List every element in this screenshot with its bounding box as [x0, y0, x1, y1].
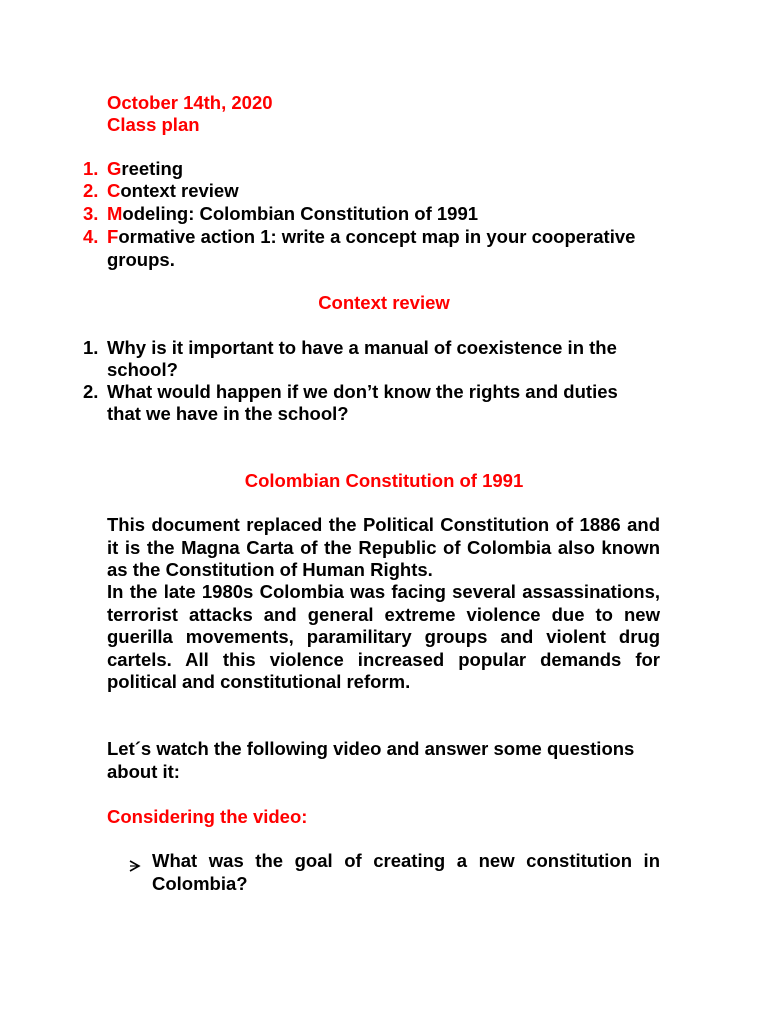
paragraph-constitution-intro: This document replaced the Political Constitution of 1886 and it is the Magna Carta of the Republic of Colombia also known as the Constitution of Human Rights. [107, 514, 660, 580]
initial-letter: M [107, 203, 123, 224]
constitution-heading: Colombian Constitution of 1991 [244, 470, 524, 491]
list-item-text: reeting [121, 158, 184, 179]
arrowhead-bullet-icon [129, 855, 141, 878]
list-number: 2. [83, 381, 99, 402]
list-number: 1. [83, 337, 99, 358]
paragraph-historical-context: In the late 1980s Colombia was facing several assassinations, terrorist attacks and general extreme violence due to new guerilla movements, paramilitary groups and violent drug cartels. All this violence increased popular demands for political and constitutional reform. [107, 581, 660, 692]
list-item-text: odeling: Colombian Constitution of 1991 [122, 203, 479, 224]
list-item-text-continued: groups. [107, 249, 175, 270]
question-text-continued: that we have in the school? [107, 403, 349, 424]
list-number: 4. [83, 226, 99, 247]
list-item-text: ormative action 1: write a concept map in your cooperative [118, 226, 636, 247]
question-text: Why is it important to have a manual of coexistence in the [107, 337, 617, 358]
paragraph-video-instruction: Let´s watch the following video and answer some questions about it: [107, 738, 635, 782]
initial-letter: G [107, 158, 122, 179]
list-number: 2. [83, 180, 99, 201]
question-text-continued: school? [107, 359, 178, 380]
list-number: 1. [83, 158, 99, 179]
initial-letter: F [107, 226, 119, 247]
considering-video-heading: Considering the video: [107, 806, 308, 827]
initial-letter: C [107, 180, 121, 201]
list-number: 3. [83, 203, 99, 224]
video-question-text: What was the goal of creating a new constitution in Colombia? [152, 850, 660, 894]
question-text: What would happen if we don’t know the rights and duties [107, 381, 618, 402]
list-item-text: ontext review [120, 180, 239, 201]
context-review-heading: Context review [318, 292, 450, 313]
class-plan-title: Class plan [107, 114, 200, 135]
date-heading: October 14th, 2020 [107, 92, 273, 113]
